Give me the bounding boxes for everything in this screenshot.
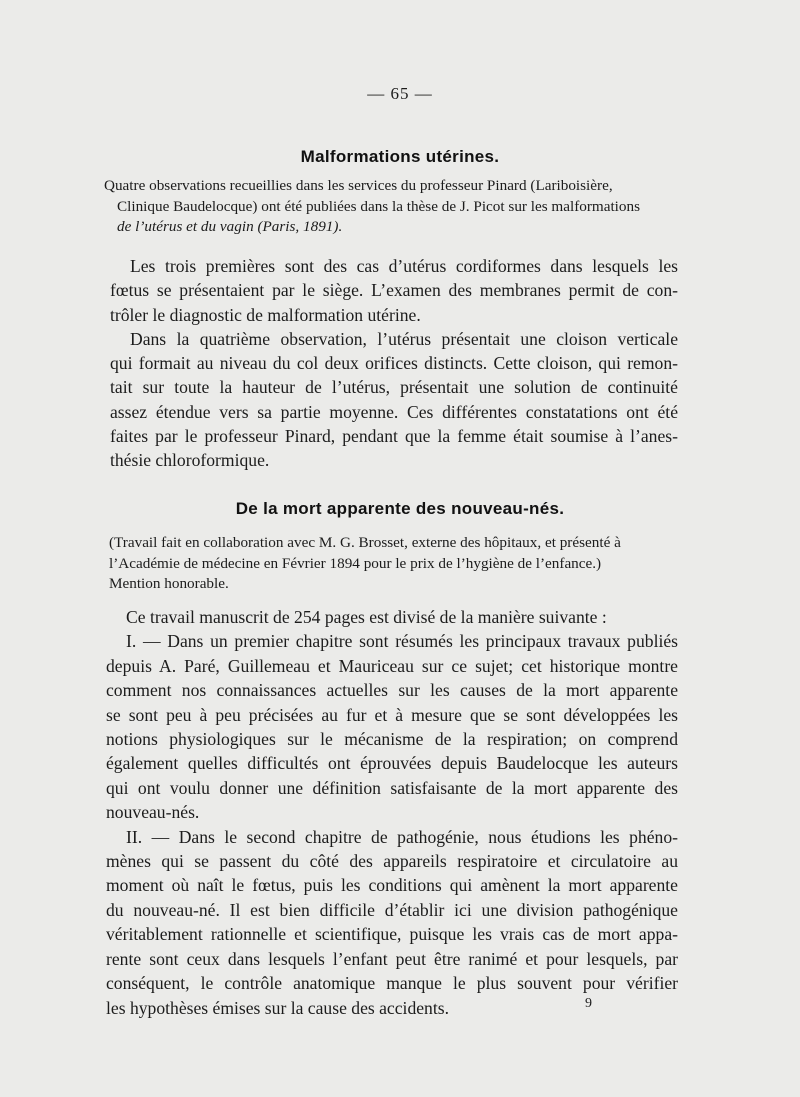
text-line: Dans la quatrième observation, l’utérus présentait une cloison verticale xyxy=(130,328,678,349)
text-line: qui formait au niveau du col deux orifices distincts. Cette cloison, qui remon- xyxy=(110,353,678,374)
note-line: Mention honorable. xyxy=(109,575,229,592)
section-note-malformations xyxy=(104,176,680,238)
text-line: faites par le professeur Pinard, pendant que la femme était soumise à l’anes- xyxy=(110,426,678,447)
text-line: se sont peu à peu précisées au fur et à mesure que se sont développées les xyxy=(106,704,678,725)
section-heading-malformations: Malformations utérines. xyxy=(300,147,500,166)
note-line: de l’utérus et du vagin (Paris, 1891). xyxy=(117,218,343,235)
note-line: (Travail fait en collaboration avec M. G. Brosset, externe des hôpitaux, et présenté à xyxy=(109,534,621,551)
text-line: moment où naît le fœtus, puis les conditions qui amènent la mort apparente xyxy=(106,875,678,896)
section-body-malformations xyxy=(110,254,678,473)
text-line: Ce travail manuscrit de 254 pages est divisé de la manière suivante : xyxy=(126,607,607,627)
text-line: tait sur toute la hauteur de l’utérus, présentait une solution de continuité xyxy=(110,377,678,398)
text-line: nouveau-nés. xyxy=(106,802,200,823)
section-note-mort-apparente xyxy=(109,533,679,595)
text-line: conséquent, le contrôle anatomique manque le plus souvent pour vérifier xyxy=(106,973,678,994)
text-line: mènes qui se passent du côté des appareils respiratoire et circulatoire au xyxy=(106,851,678,872)
section-heading-mort-apparente: De la mort apparente des nouveau-nés. xyxy=(235,499,565,518)
text-line: rente sont ceux dans lesquels l’enfant peut être ranimé et pour lesquels, par xyxy=(106,948,678,969)
note-line: Clinique Baudelocque) ont été publiées dans la thèse de J. Picot sur les malformations xyxy=(117,197,641,215)
text-line: notions physiologiques sur le mécanisme de la respiration; on comprend xyxy=(106,729,678,750)
text-line: fœtus se présentaient par le siège. L’examen des membranes permit de con- xyxy=(110,280,678,301)
signature-mark: 9 xyxy=(585,996,592,1011)
text-line: les hypothèses émises sur la cause des accidents. xyxy=(106,997,449,1018)
text-line: comment nos connaissances actuelles sur les causes de la mort apparente xyxy=(106,680,678,701)
text-line: assez étendue vers sa partie moyenne. Ces différentes constatations ont été xyxy=(110,401,678,422)
note-line: l’Académie de médecine en Février 1894 pour le prix de l’hygiène de l’enfance.) xyxy=(109,554,602,572)
text-line: II. — Dans le second chapitre de pathogénie, nous étudions les phéno- xyxy=(126,826,678,847)
text-line: I. — Dans un premier chapitre sont résumés les principaux travaux publiés xyxy=(126,631,678,652)
text-line: Les trois premières sont des cas d’utérus cordiformes dans lesquels les xyxy=(130,256,678,276)
text-line: du nouveau-né. Il est bien difficile d’établir ici une division pathogénique xyxy=(106,899,678,920)
page-number: — 65 — xyxy=(367,84,433,103)
text-line: véritablement rationnelle et scientifique, puisque les vrais cas de mort appa- xyxy=(106,924,678,945)
note-line: Quatre observations recueillies dans les services du professeur Pinard (Lariboisière, xyxy=(104,177,613,194)
section-body-mort-apparente xyxy=(106,605,678,1020)
text-line: également quelles difficultés ont éprouvées depuis Baudelocque les auteurs xyxy=(106,753,678,774)
text-line: thésie chloroformique. xyxy=(110,450,270,471)
text-line: trôler le diagnostic de malformation utérine. xyxy=(110,304,421,325)
text-line: qui ont voulu donner une définition satisfaisante de la mort apparente des xyxy=(106,777,678,798)
text-line: depuis A. Paré, Guillemeau et Mauriceau sur ce sujet; cet historique montre xyxy=(106,655,678,676)
